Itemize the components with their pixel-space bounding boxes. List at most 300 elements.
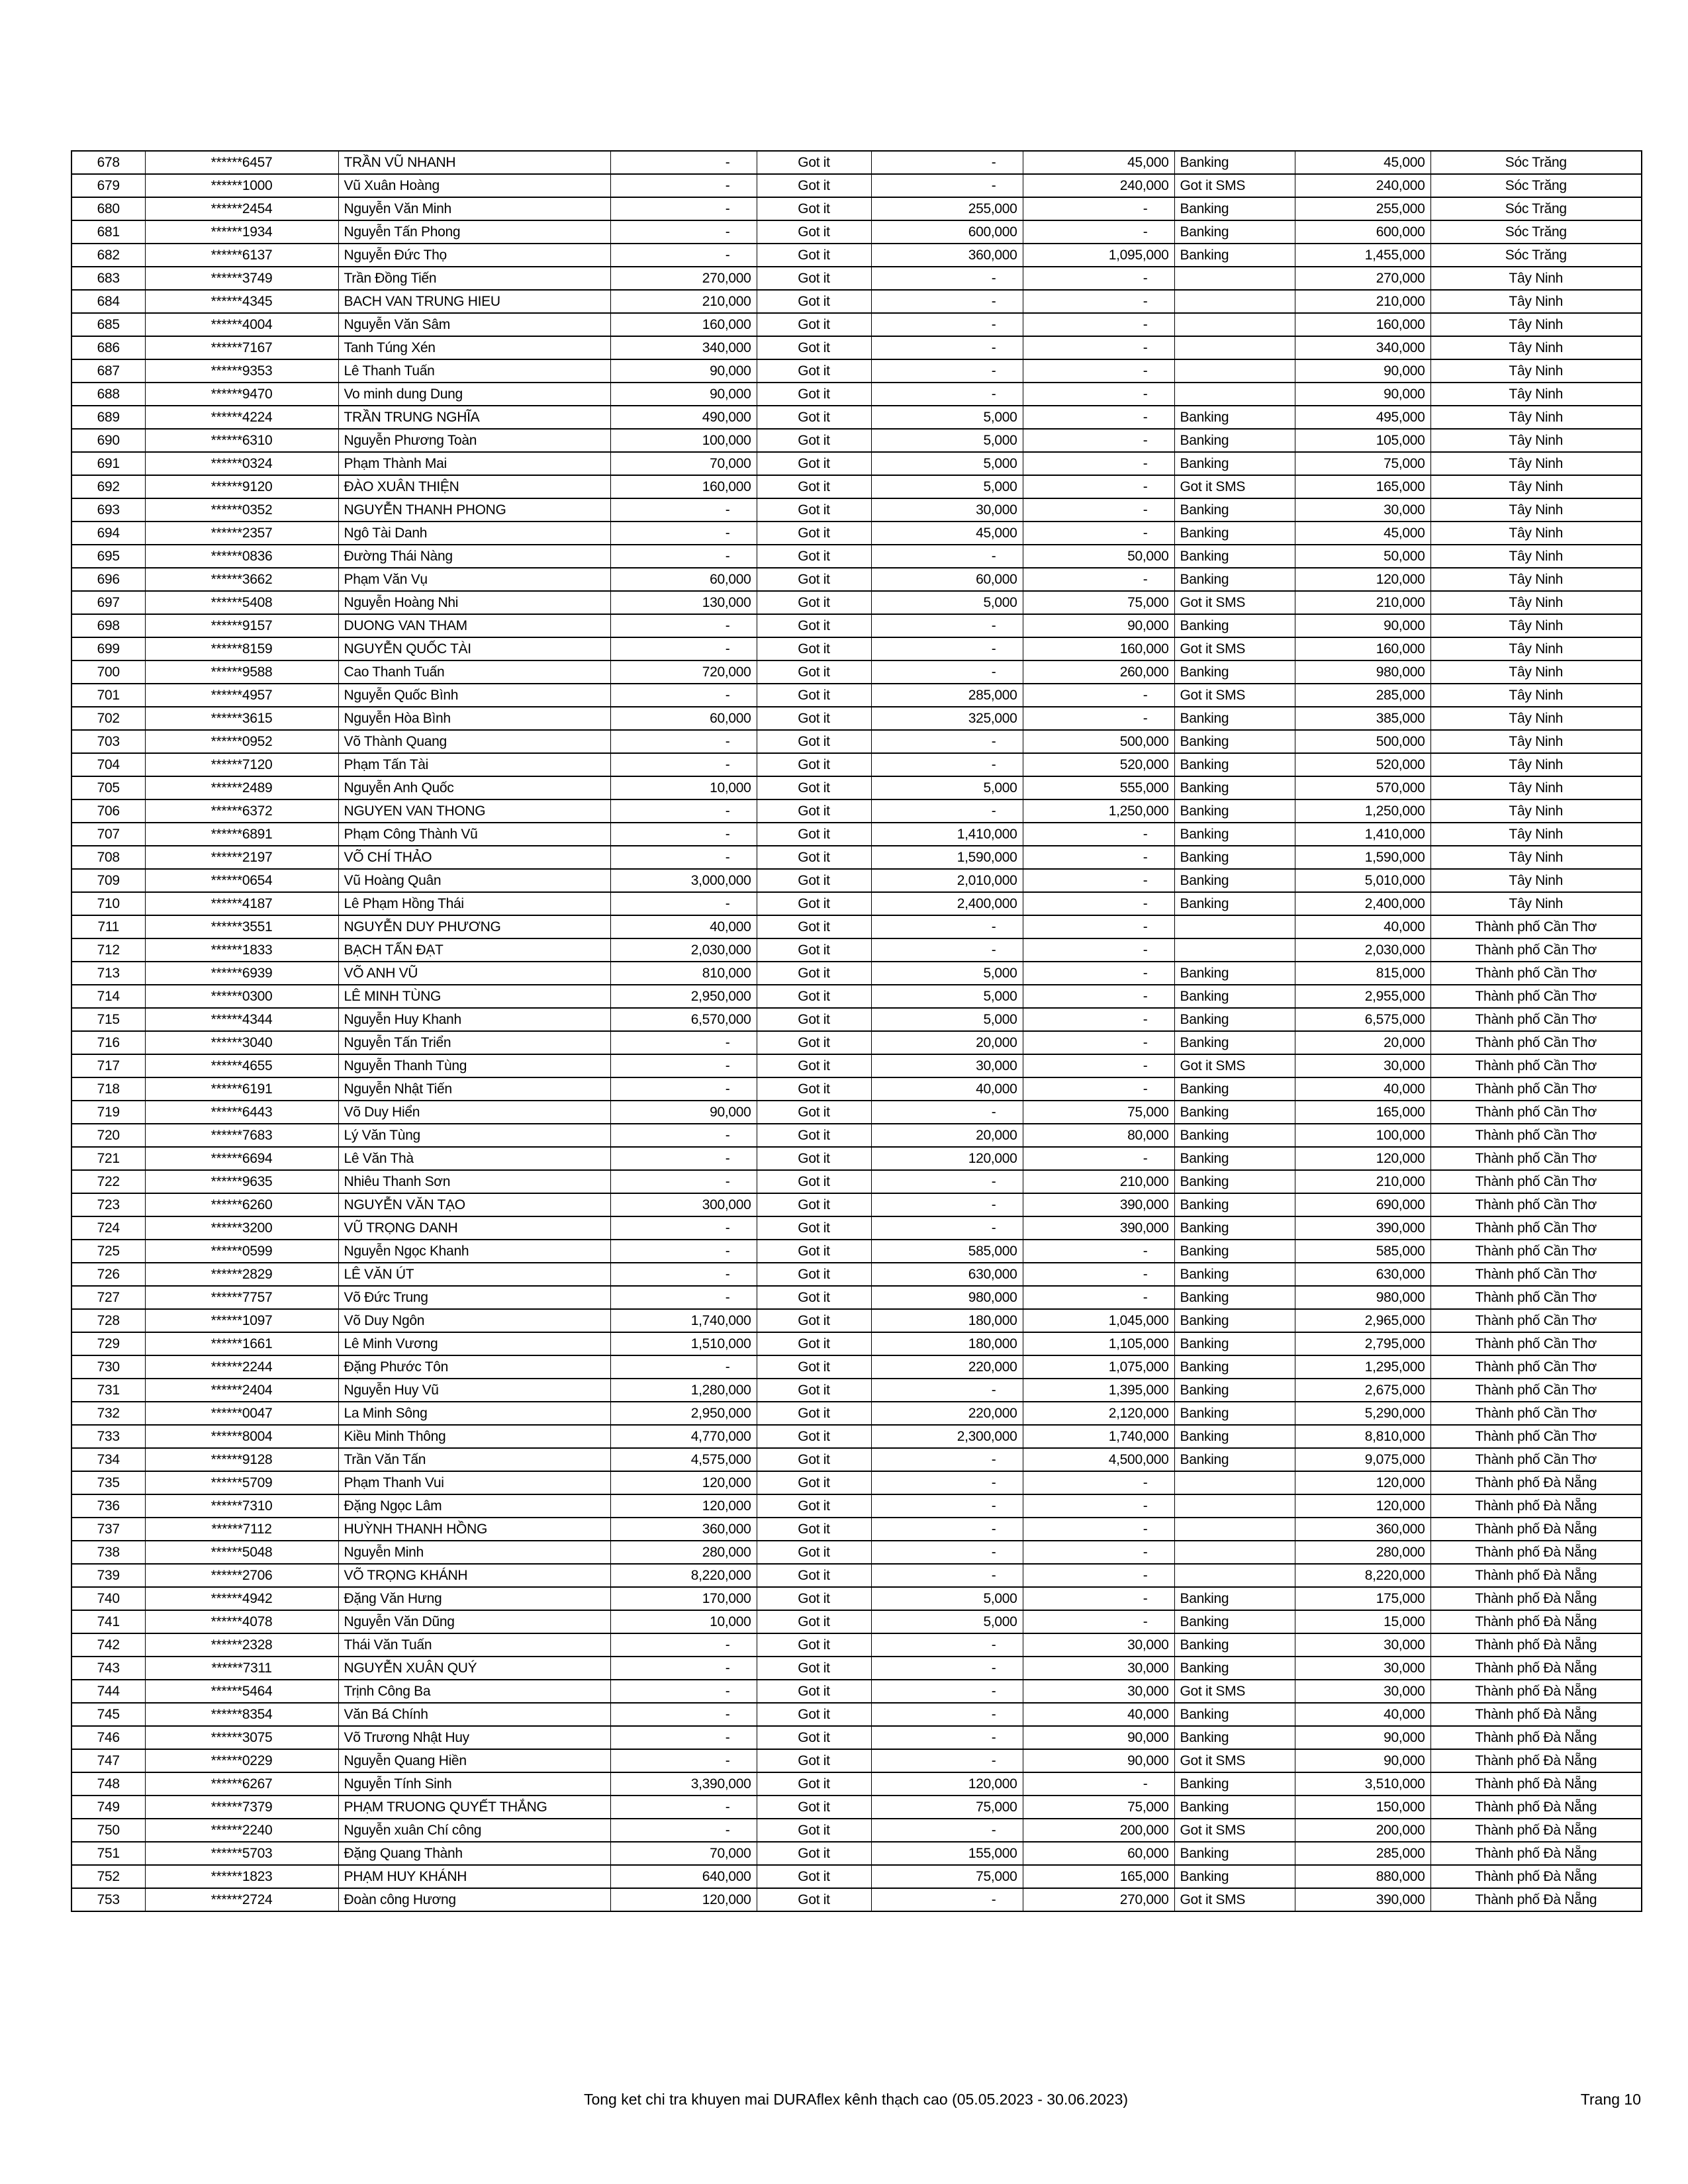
account-masked-cell: ******4187 (145, 892, 338, 915)
total-cell: 30,000 (1295, 1054, 1430, 1077)
row-number-cell: 732 (71, 1402, 145, 1425)
status-cell: Got it (757, 1263, 871, 1286)
row-number-cell: 749 (71, 1796, 145, 1819)
row-number-cell: 681 (71, 220, 145, 244)
account-masked-cell: ******6443 (145, 1101, 338, 1124)
channel-cell: Banking (1174, 707, 1295, 730)
channel-cell: Banking (1174, 1147, 1295, 1170)
account-masked-cell: ******6137 (145, 244, 338, 267)
name-cell: PHẠM TRUONG QUYẾT THẮNG (338, 1796, 610, 1819)
total-cell: 270,000 (1295, 267, 1430, 290)
amount-3-cell: 30,000 (1023, 1633, 1174, 1657)
province-cell: Thành phố Cần Thơ (1430, 1286, 1642, 1309)
amount-2-cell: - (871, 753, 1023, 776)
total-cell: 45,000 (1295, 151, 1430, 174)
row-number-cell: 744 (71, 1680, 145, 1703)
total-cell: 495,000 (1295, 406, 1430, 429)
province-cell: Sóc Trăng (1430, 244, 1642, 267)
amount-2-cell: 285,000 (871, 684, 1023, 707)
row-number-cell: 743 (71, 1657, 145, 1680)
total-cell: 280,000 (1295, 1541, 1430, 1564)
row-number-cell: 695 (71, 545, 145, 568)
table-row (71, 429, 1642, 452)
province-cell: Thành phố Đà Nẵng (1430, 1703, 1642, 1726)
row-number-cell: 686 (71, 336, 145, 359)
name-cell: TRẦN TRUNG NGHĨA (338, 406, 610, 429)
amount-1-cell: 4,575,000 (610, 1448, 757, 1471)
footer-summary: Tong ket chi tra khuyen mai DURAflex kênh thạch cao (05.05.2023 - 30.06.2023) (583, 2091, 1129, 2108)
name-cell: VÕ ANH VŨ (338, 962, 610, 985)
name-cell: Lê Minh Vương (338, 1332, 610, 1355)
table-row (71, 1726, 1642, 1749)
account-masked-cell: ******2404 (145, 1379, 338, 1402)
province-cell: Thành phố Đà Nẵng (1430, 1819, 1642, 1842)
row-number-cell: 697 (71, 591, 145, 614)
total-cell: 210,000 (1295, 290, 1430, 313)
amount-3-cell: 1,045,000 (1023, 1309, 1174, 1332)
status-cell: Got it (757, 1564, 871, 1587)
total-cell: 30,000 (1295, 1633, 1430, 1657)
name-cell: ĐÀO XUÂN THIỆN (338, 475, 610, 498)
table-row (71, 1008, 1642, 1031)
table-row (71, 1703, 1642, 1726)
amount-2-cell: - (871, 1564, 1023, 1587)
province-cell: Tây Ninh (1430, 267, 1642, 290)
amount-2-cell: - (871, 915, 1023, 938)
channel-cell: Banking (1174, 406, 1295, 429)
row-number-cell: 724 (71, 1216, 145, 1240)
amount-1-cell: 360,000 (610, 1518, 757, 1541)
name-cell: BACH VAN TRUNG HIEU (338, 290, 610, 313)
row-number-cell: 700 (71, 660, 145, 684)
table-row (71, 1541, 1642, 1564)
total-cell: 150,000 (1295, 1796, 1430, 1819)
amount-1-cell: 300,000 (610, 1193, 757, 1216)
name-cell: Phạm Thanh Vui (338, 1471, 610, 1494)
channel-cell: Got it SMS (1174, 174, 1295, 197)
table-row (71, 313, 1642, 336)
status-cell: Got it (757, 1101, 871, 1124)
channel-cell: Banking (1174, 1170, 1295, 1193)
status-cell: Got it (757, 1865, 871, 1888)
name-cell: Nguyễn Phương Toàn (338, 429, 610, 452)
province-cell: Thành phố Đà Nẵng (1430, 1541, 1642, 1564)
amount-3-cell: 2,120,000 (1023, 1402, 1174, 1425)
amount-1-cell: - (610, 753, 757, 776)
amount-3-cell: - (1023, 429, 1174, 452)
channel-cell: Banking (1174, 1031, 1295, 1054)
province-cell: Thành phố Cần Thơ (1430, 1170, 1642, 1193)
province-cell: Tây Ninh (1430, 660, 1642, 684)
name-cell: Đặng Ngọc Lâm (338, 1494, 610, 1518)
amount-1-cell: 120,000 (610, 1888, 757, 1911)
row-number-cell: 753 (71, 1888, 145, 1911)
channel-cell: Banking (1174, 1124, 1295, 1147)
channel-cell: Banking (1174, 846, 1295, 869)
table-row (71, 1564, 1642, 1587)
province-cell: Thành phố Cần Thơ (1430, 1240, 1642, 1263)
status-cell: Got it (757, 1772, 871, 1796)
channel-cell: Banking (1174, 753, 1295, 776)
account-masked-cell: ******7311 (145, 1657, 338, 1680)
status-cell: Got it (757, 1402, 871, 1425)
row-number-cell: 701 (71, 684, 145, 707)
channel-cell: Got it SMS (1174, 591, 1295, 614)
status-cell: Got it (757, 1170, 871, 1193)
amount-2-cell: - (871, 1170, 1023, 1193)
amount-3-cell: 60,000 (1023, 1842, 1174, 1865)
amount-3-cell: 1,095,000 (1023, 244, 1174, 267)
amount-1-cell: - (610, 174, 757, 197)
amount-2-cell: 180,000 (871, 1309, 1023, 1332)
name-cell: Phạm Thành Mai (338, 452, 610, 475)
amount-3-cell: 45,000 (1023, 151, 1174, 174)
total-cell: 2,675,000 (1295, 1379, 1430, 1402)
table-row (71, 1494, 1642, 1518)
row-number-cell: 750 (71, 1819, 145, 1842)
channel-cell: Banking (1174, 869, 1295, 892)
account-masked-cell: ******0300 (145, 985, 338, 1008)
amount-2-cell: 255,000 (871, 197, 1023, 220)
amount-3-cell: 75,000 (1023, 591, 1174, 614)
channel-cell (1174, 1494, 1295, 1518)
province-cell: Tây Ninh (1430, 776, 1642, 799)
total-cell: 285,000 (1295, 1842, 1430, 1865)
channel-cell: Banking (1174, 1796, 1295, 1819)
amount-3-cell: 260,000 (1023, 660, 1174, 684)
account-masked-cell: ******4224 (145, 406, 338, 429)
province-cell: Thành phố Đà Nẵng (1430, 1842, 1642, 1865)
amount-3-cell: - (1023, 823, 1174, 846)
amount-3-cell: 1,250,000 (1023, 799, 1174, 823)
channel-cell (1174, 383, 1295, 406)
amount-2-cell: 5,000 (871, 452, 1023, 475)
name-cell: PHẠM HUY KHÁNH (338, 1865, 610, 1888)
amount-2-cell: 60,000 (871, 568, 1023, 591)
amount-1-cell: - (610, 220, 757, 244)
account-masked-cell: ******2357 (145, 522, 338, 545)
province-cell: Thành phố Cần Thơ (1430, 1309, 1642, 1332)
province-cell: Tây Ninh (1430, 869, 1642, 892)
row-number-cell: 685 (71, 313, 145, 336)
amount-1-cell: - (610, 1633, 757, 1657)
payout-table (71, 150, 1642, 1912)
amount-2-cell: 5,000 (871, 1610, 1023, 1633)
amount-1-cell: - (610, 799, 757, 823)
amount-3-cell: 30,000 (1023, 1657, 1174, 1680)
amount-2-cell: 75,000 (871, 1865, 1023, 1888)
account-masked-cell: ******2244 (145, 1355, 338, 1379)
channel-cell: Banking (1174, 1865, 1295, 1888)
name-cell: Kiều Minh Thông (338, 1425, 610, 1448)
amount-2-cell: - (871, 336, 1023, 359)
account-masked-cell: ******6310 (145, 429, 338, 452)
total-cell: 690,000 (1295, 1193, 1430, 1216)
name-cell: Nguyễn Đức Thọ (338, 244, 610, 267)
total-cell: 1,295,000 (1295, 1355, 1430, 1379)
province-cell: Tây Ninh (1430, 290, 1642, 313)
table-row (71, 823, 1642, 846)
amount-2-cell: 585,000 (871, 1240, 1023, 1263)
account-masked-cell: ******9635 (145, 1170, 338, 1193)
channel-cell: Banking (1174, 1193, 1295, 1216)
name-cell: NGUYEN VAN THONG (338, 799, 610, 823)
row-number-cell: 703 (71, 730, 145, 753)
table-row (71, 1216, 1642, 1240)
amount-1-cell: 4,770,000 (610, 1425, 757, 1448)
account-masked-cell: ******4004 (145, 313, 338, 336)
status-cell: Got it (757, 1680, 871, 1703)
status-cell: Got it (757, 522, 871, 545)
row-number-cell: 717 (71, 1054, 145, 1077)
province-cell: Tây Ninh (1430, 846, 1642, 869)
status-cell: Got it (757, 1448, 871, 1471)
name-cell: Nguyễn Anh Quốc (338, 776, 610, 799)
account-masked-cell: ******3749 (145, 267, 338, 290)
account-masked-cell: ******3040 (145, 1031, 338, 1054)
amount-1-cell: - (610, 1147, 757, 1170)
status-cell: Got it (757, 151, 871, 174)
name-cell: Nguyễn Thanh Tùng (338, 1054, 610, 1077)
status-cell: Got it (757, 313, 871, 336)
name-cell: NGUYỄN QUỐC TÀI (338, 637, 610, 660)
channel-cell: Banking (1174, 151, 1295, 174)
total-cell: 90,000 (1295, 1726, 1430, 1749)
total-cell: 160,000 (1295, 637, 1430, 660)
table-row (71, 1448, 1642, 1471)
province-cell: Sóc Trăng (1430, 174, 1642, 197)
amount-1-cell: 60,000 (610, 568, 757, 591)
channel-cell: Banking (1174, 1633, 1295, 1657)
total-cell: 90,000 (1295, 614, 1430, 637)
province-cell: Thành phố Đà Nẵng (1430, 1749, 1642, 1772)
table-row (71, 1054, 1642, 1077)
name-cell: Trần Đồng Tiến (338, 267, 610, 290)
status-cell: Got it (757, 1332, 871, 1355)
account-masked-cell: ******9353 (145, 359, 338, 383)
account-masked-cell: ******7167 (145, 336, 338, 359)
province-cell: Thành phố Cần Thơ (1430, 1193, 1642, 1216)
channel-cell: Banking (1174, 244, 1295, 267)
province-cell: Tây Ninh (1430, 684, 1642, 707)
amount-3-cell: - (1023, 938, 1174, 962)
status-cell: Got it (757, 1425, 871, 1448)
total-cell: 5,010,000 (1295, 869, 1430, 892)
total-cell: 2,965,000 (1295, 1309, 1430, 1332)
account-masked-cell: ******6891 (145, 823, 338, 846)
channel-cell: Banking (1174, 1610, 1295, 1633)
total-cell: 880,000 (1295, 1865, 1430, 1888)
row-number-cell: 689 (71, 406, 145, 429)
channel-cell (1174, 915, 1295, 938)
table-row (71, 1610, 1642, 1633)
amount-3-cell: - (1023, 846, 1174, 869)
total-cell: 1,410,000 (1295, 823, 1430, 846)
row-number-cell: 687 (71, 359, 145, 383)
account-masked-cell: ******2197 (145, 846, 338, 869)
status-cell: Got it (757, 336, 871, 359)
amount-3-cell: - (1023, 1077, 1174, 1101)
province-cell: Thành phố Đà Nẵng (1430, 1518, 1642, 1541)
province-cell: Tây Ninh (1430, 452, 1642, 475)
total-cell: 2,795,000 (1295, 1332, 1430, 1355)
amount-1-cell: 160,000 (610, 313, 757, 336)
status-cell: Got it (757, 730, 871, 753)
table-row (71, 406, 1642, 429)
row-number-cell: 679 (71, 174, 145, 197)
amount-2-cell: 630,000 (871, 1263, 1023, 1286)
province-cell: Thành phố Cần Thơ (1430, 962, 1642, 985)
account-masked-cell: ******1823 (145, 1865, 338, 1888)
status-cell: Got it (757, 1541, 871, 1564)
row-number-cell: 729 (71, 1332, 145, 1355)
name-cell: NGUYỄN XUÂN QUÝ (338, 1657, 610, 1680)
row-number-cell: 706 (71, 799, 145, 823)
amount-2-cell: - (871, 1216, 1023, 1240)
account-masked-cell: ******7683 (145, 1124, 338, 1147)
account-masked-cell: ******1833 (145, 938, 338, 962)
amount-2-cell: 5,000 (871, 1587, 1023, 1610)
amount-1-cell: 2,950,000 (610, 985, 757, 1008)
amount-3-cell: - (1023, 1031, 1174, 1054)
amount-1-cell: 100,000 (610, 429, 757, 452)
amount-1-cell: - (610, 684, 757, 707)
status-cell: Got it (757, 1749, 871, 1772)
amount-3-cell: - (1023, 1564, 1174, 1587)
amount-2-cell: 180,000 (871, 1332, 1023, 1355)
amount-2-cell: - (871, 637, 1023, 660)
amount-1-cell: - (610, 823, 757, 846)
amount-3-cell: 210,000 (1023, 1170, 1174, 1193)
table-row (71, 1077, 1642, 1101)
total-cell: 160,000 (1295, 313, 1430, 336)
account-masked-cell: ******5703 (145, 1842, 338, 1865)
amount-3-cell: - (1023, 1772, 1174, 1796)
province-cell: Thành phố Cần Thơ (1430, 1124, 1642, 1147)
total-cell: 120,000 (1295, 568, 1430, 591)
table-row (71, 383, 1642, 406)
amount-1-cell: 10,000 (610, 1610, 757, 1633)
province-cell: Thành phố Đà Nẵng (1430, 1772, 1642, 1796)
name-cell: Đoàn công Hương (338, 1888, 610, 1911)
channel-cell: Banking (1174, 1286, 1295, 1309)
province-cell: Tây Ninh (1430, 313, 1642, 336)
table-row (71, 1518, 1642, 1541)
amount-2-cell: 5,000 (871, 776, 1023, 799)
table-row (71, 1633, 1642, 1657)
account-masked-cell: ******8159 (145, 637, 338, 660)
total-cell: 6,575,000 (1295, 1008, 1430, 1031)
channel-cell: Banking (1174, 1309, 1295, 1332)
amount-1-cell: - (610, 498, 757, 522)
amount-3-cell: - (1023, 1240, 1174, 1263)
status-cell: Got it (757, 1888, 871, 1911)
amount-3-cell: 1,105,000 (1023, 1332, 1174, 1355)
account-masked-cell: ******6939 (145, 962, 338, 985)
total-cell: 8,810,000 (1295, 1425, 1430, 1448)
account-masked-cell: ******2454 (145, 197, 338, 220)
account-masked-cell: ******1097 (145, 1309, 338, 1332)
total-cell: 285,000 (1295, 684, 1430, 707)
amount-3-cell: - (1023, 1494, 1174, 1518)
province-cell: Thành phố Đà Nẵng (1430, 1610, 1642, 1633)
province-cell: Thành phố Cần Thơ (1430, 1355, 1642, 1379)
province-cell: Tây Ninh (1430, 823, 1642, 846)
row-number-cell: 692 (71, 475, 145, 498)
name-cell: Võ Đức Trung (338, 1286, 610, 1309)
row-number-cell: 694 (71, 522, 145, 545)
account-masked-cell: ******4942 (145, 1587, 338, 1610)
status-cell: Got it (757, 1124, 871, 1147)
name-cell: Nguyễn Tấn Triển (338, 1031, 610, 1054)
amount-2-cell: - (871, 660, 1023, 684)
footer-page-number: Trang 10 (1580, 2091, 1641, 2108)
channel-cell: Got it SMS (1174, 475, 1295, 498)
name-cell: VÕ TRỌNG KHÁNH (338, 1564, 610, 1587)
row-number-cell: 709 (71, 869, 145, 892)
name-cell: Đặng Phước Tôn (338, 1355, 610, 1379)
status-cell: Got it (757, 267, 871, 290)
channel-cell: Banking (1174, 776, 1295, 799)
channel-cell: Banking (1174, 1842, 1295, 1865)
total-cell: 75,000 (1295, 452, 1430, 475)
row-number-cell: 711 (71, 915, 145, 938)
province-cell: Thành phố Đà Nẵng (1430, 1587, 1642, 1610)
total-cell: 2,030,000 (1295, 938, 1430, 962)
channel-cell: Got it SMS (1174, 1888, 1295, 1911)
row-number-cell: 751 (71, 1842, 145, 1865)
amount-2-cell: - (871, 1471, 1023, 1494)
total-cell: 3,510,000 (1295, 1772, 1430, 1796)
account-masked-cell: ******0352 (145, 498, 338, 522)
province-cell: Thành phố Cần Thơ (1430, 1332, 1642, 1355)
account-masked-cell: ******4957 (145, 684, 338, 707)
name-cell: Nguyễn Huy Vũ (338, 1379, 610, 1402)
row-number-cell: 725 (71, 1240, 145, 1263)
amount-3-cell: 240,000 (1023, 174, 1174, 197)
row-number-cell: 739 (71, 1564, 145, 1587)
name-cell: Võ Duy Ngôn (338, 1309, 610, 1332)
status-cell: Got it (757, 1796, 871, 1819)
province-cell: Thành phố Cần Thơ (1430, 915, 1642, 938)
status-cell: Got it (757, 568, 871, 591)
amount-2-cell: - (871, 730, 1023, 753)
name-cell: Võ Trương Nhật Huy (338, 1726, 610, 1749)
row-number-cell: 690 (71, 429, 145, 452)
status-cell: Got it (757, 498, 871, 522)
table-row (71, 776, 1642, 799)
channel-cell (1174, 290, 1295, 313)
total-cell: 90,000 (1295, 383, 1430, 406)
total-cell: 520,000 (1295, 753, 1430, 776)
name-cell: Đặng Văn Hưng (338, 1587, 610, 1610)
table-row (71, 1240, 1642, 1263)
province-cell: Thành phố Cần Thơ (1430, 1031, 1642, 1054)
status-cell: Got it (757, 846, 871, 869)
total-cell: 815,000 (1295, 962, 1430, 985)
row-number-cell: 736 (71, 1494, 145, 1518)
account-masked-cell: ******0324 (145, 452, 338, 475)
row-number-cell: 713 (71, 962, 145, 985)
row-number-cell: 710 (71, 892, 145, 915)
name-cell: Trịnh Công Ba (338, 1680, 610, 1703)
name-cell: Trần Văn Tấn (338, 1448, 610, 1471)
amount-2-cell: 980,000 (871, 1286, 1023, 1309)
amount-1-cell: 40,000 (610, 915, 757, 938)
channel-cell: Banking (1174, 197, 1295, 220)
amount-3-cell: 500,000 (1023, 730, 1174, 753)
amount-2-cell: 30,000 (871, 1054, 1023, 1077)
